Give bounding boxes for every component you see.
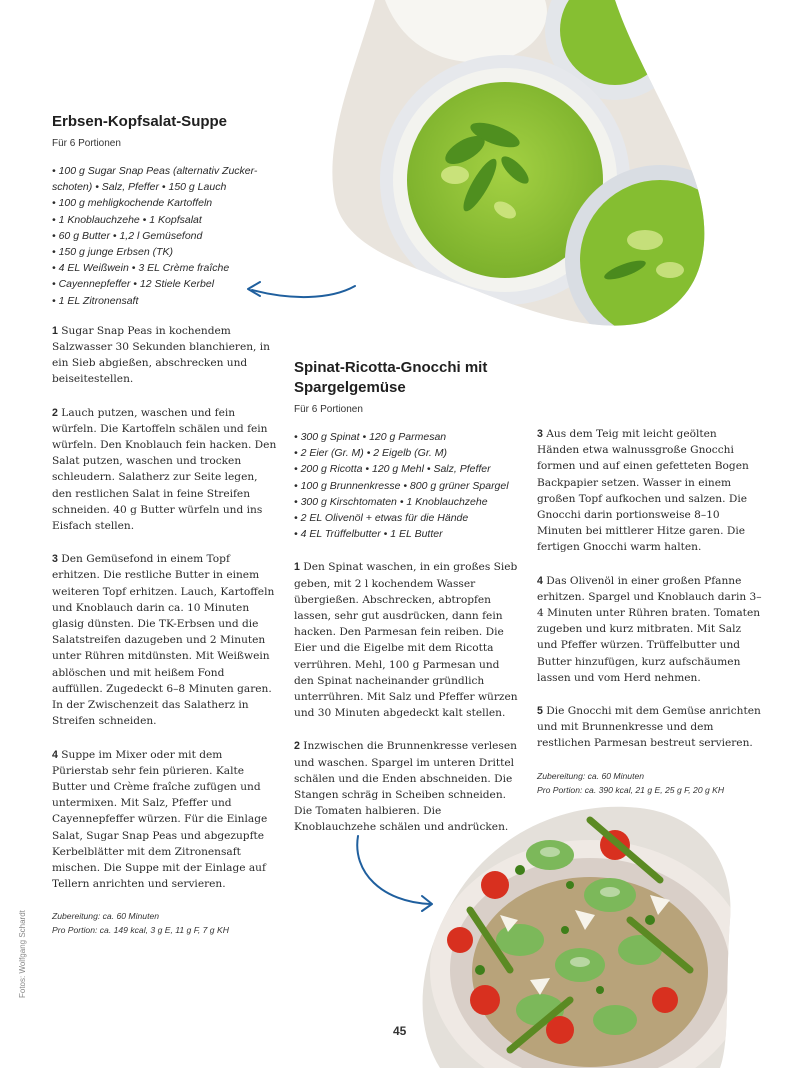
ingredient-line: • 150 g junge Erbsen (TK) <box>52 246 173 259</box>
step-number: 1 <box>52 324 58 337</box>
step <box>537 426 762 556</box>
step <box>52 551 278 729</box>
ingredient-line: • Cayennepfeffer • 12 Stiele Kerbel <box>52 278 215 291</box>
ingredient-line: • 200 g Ricotta • 120 g Mehl • Salz, Pfeffer <box>294 463 491 476</box>
step-number: 4 <box>52 748 58 761</box>
step-text: Inzwischen die Brunnenkresse verlesen und waschen. Spargel im unteren Drittel schälen und die Enden abschneiden. Die Stangen schräg in Scheiben schneiden. Die Tomaten halbieren. Die Knoblauchzehe schälen und andrücken. <box>294 740 517 834</box>
recipe-title: Erbsen-Kopfsalat-Suppe <box>52 113 228 130</box>
ingredient-line: • 100 g Sugar Snap Peas (alternativ Zucker- <box>52 165 258 177</box>
prep-time: Zubereitung: ca. 60 Minuten <box>52 911 160 922</box>
step-number: 1 <box>294 561 300 574</box>
page-number: 45 <box>393 1024 407 1038</box>
step-text: Den Spinat waschen, in ein großes Sieb geben, mit 2 l kochendem Wasser übergießen. Abschrecken, abtropfen lassen, sehr gut ausdrücken, dann fein hacken. Den Parmesan fein reiben. Die Eier und die Eigelbe mit dem Ricotta verrühren. Mehl, 100 g Parmesan und den Spinat nacheinander gründlich unterrühren. Mit Salz und Pfeffer würzen und 30 Minuten abgedeckt kalt stellen. <box>294 561 518 720</box>
step <box>537 703 762 752</box>
step-text: Den Gemüsefond in einem Topf erhitzen. Die restliche Butter in einem weiteren Topf erhitzen. Lauch, Kartoffeln und Knoblauch darin ca. 10 Minuten glasig dünsten. Die TK-Erbsen und die Salatstreifen dazugeben und 2 Minuten unter Rühren mitdünsten. Mit Weißwein ablöschen und mit heißem Fond auffüllen. Zugedeckt 6–8 Minuten garen. In der Zwischenzeit das Salatherz in Streifen schneiden. <box>52 553 275 728</box>
recipe-soup <box>52 112 278 937</box>
instruction-steps <box>52 323 278 893</box>
step-number: 2 <box>52 406 58 419</box>
ingredient-line: schoten) • Salz, Pfeffer • 150 g Lauch <box>52 181 227 194</box>
recipe-title: Spinat-Ricotta-Gnocchi mit Spargelgemüse <box>294 359 488 396</box>
step-text: Lauch putzen, waschen und fein würfeln. Die Kartoffeln schälen und fein würfeln. Den Knoblauch fein hacken. Den Salat putzen, waschen und trocken schleudern. Salatherz zur Seite legen, den restlichen Salat in feine Streifen schneiden. 40 g Butter würfeln und ins Eisfach stellen. <box>52 406 277 533</box>
step <box>537 573 762 686</box>
step-text: Aus dem Teig mit leicht geölten Händen etwa walnussgroße Gnocchi formen und auf einen gefetteten Bogen Backpapier setzen. Wasser in einem großen Topf aufkochen und salzen. Die Gnocchi darin portionsweise 8–10 Minuten bei mittlerer Hitze garen. Die fertigen Gnocchi warm halten. <box>537 428 749 554</box>
step-text: Suppe im Mixer oder mit dem Pürierstab sehr fein pürieren. Kalte Butter und Crème fraîche zufügen und untermixen. Mit Salz, Pfeffer und Cayennepfeffer würzen. Für die Einlage Salat, Sugar Snap Peas und abgezupfte Kerbelblätter mit dem Zitronensaft mischen. Die Suppe mit der Einlage auf Tellern anrichten und servieren. <box>52 748 268 891</box>
ingredient-line: • 1 EL Zitronensaft <box>52 294 139 307</box>
recipe-gnocchi <box>294 358 520 853</box>
ingredient-line: • 4 EL Weißwein • 3 EL Crème fraîche <box>52 262 230 275</box>
step-text: Das Olivenöl in einer großen Pfanne erhitzen. Spargel und Knoblauch darin 3–4 Minuten unter Rühren braten. Tomaten zugeben und kurz mitbraten. Mit Salz und Pfeffer würzen. Trüffelbutter und Butter hinzufügen, kurz aufschäumen lassen und vom Herd nehmen. <box>537 574 762 684</box>
step <box>52 747 278 893</box>
ingredient-line: • 1 Knoblauchzehe • 1 Kopfsalat <box>52 213 202 226</box>
recipe-gnocchi-column-3 <box>537 426 762 797</box>
ingredient-line: • 300 g Kirschtomaten • 1 Knoblauchzehe <box>294 495 488 508</box>
step-text: Die Gnocchi mit dem Gemüse anrichten und mit Brunnenkresse und dem restlichen Parmesan bestreut servieren. <box>537 705 761 750</box>
soup-photo <box>315 0 715 330</box>
ingredient-list <box>294 429 520 542</box>
step-number: 3 <box>52 553 58 566</box>
step <box>52 323 278 388</box>
nutrition-info: Pro Portion: ca. 149 kcal, 3 g E, 11 g F, 7 g KH <box>52 925 229 936</box>
nutrition-info: Pro Portion: ca. 390 kcal, 21 g E, 25 g F, 20 g KH <box>537 784 725 795</box>
step <box>52 405 278 535</box>
ingredient-line: • 2 Eier (Gr. M) • 2 Eigelb (Gr. M) <box>294 447 448 460</box>
step <box>294 559 520 721</box>
ingredient-list <box>52 163 278 309</box>
ingredient-line: • 100 g Brunnenkresse • 800 g grüner Spargel <box>294 479 509 492</box>
step-number: 2 <box>294 740 300 753</box>
step-number: 4 <box>537 574 543 587</box>
gnocchi-photo <box>400 800 740 1068</box>
step-number: 3 <box>537 428 543 440</box>
ingredient-line: • 300 g Spinat • 120 g Parmesan <box>294 431 447 443</box>
prep-time: Zubereitung: ca. 60 Minuten <box>537 770 645 781</box>
instruction-steps <box>294 559 520 835</box>
step-text: Sugar Snap Peas in kochendem Salzwasser 30 Sekunden blanchieren, in ein Sieb abgießen, abschrecken und beiseitestellen. <box>52 324 271 386</box>
ingredient-line: • 60 g Butter • 1,2 l Gemüsefond <box>52 229 203 242</box>
ingredient-line: • 100 g mehligkochende Kartoffeln <box>52 197 213 210</box>
portions: Für 6 Portionen <box>52 138 121 149</box>
ingredient-line: • 4 EL Trüffelbutter • 1 EL Butter <box>294 528 443 541</box>
ingredient-line: • 2 EL Olivenöl + etwas für die Hände <box>294 512 469 525</box>
step-number: 5 <box>537 705 543 718</box>
photo-credit: Fotos: Wolfgang Schardt <box>18 910 27 998</box>
portions: Für 6 Portionen <box>294 404 363 415</box>
